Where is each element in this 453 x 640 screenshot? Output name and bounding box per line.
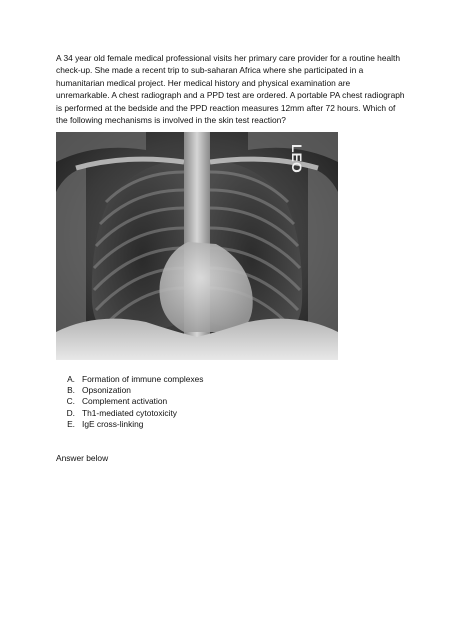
option-letter: D. bbox=[66, 407, 75, 418]
option-text: Formation of immune complexes bbox=[82, 374, 204, 384]
answer-options-list bbox=[56, 374, 203, 430]
option-a[interactable] bbox=[56, 374, 203, 385]
option-letter: B. bbox=[67, 385, 75, 396]
option-text: IgE cross-linking bbox=[82, 418, 144, 429]
option-text: Th1-mediated cytotoxicity bbox=[82, 407, 177, 418]
option-text: Complement activation bbox=[82, 396, 168, 407]
option-letter: C. bbox=[66, 396, 75, 407]
question-text: A 34 year old female medical professional visits her primary care provider for a routine health check-up. She made a recent trip to sub-saharan Africa where she participated in a humanitarian medical project. Her medical history and physical examination are unremarkable. A chest radiograph and a PPD test are ordered. A portable PA chest radiograph is performed at the bedside and the PPD reaction measures 12mm after 72 hours. Which of the following mechanisms is involved in the skin test reaction? bbox=[56, 53, 405, 126]
option-b[interactable] bbox=[56, 385, 203, 396]
chest-xray-image bbox=[56, 132, 338, 360]
option-letter: A. bbox=[67, 374, 75, 384]
option-e[interactable] bbox=[56, 419, 203, 430]
option-text: Opsonization bbox=[82, 385, 131, 396]
option-letter: E. bbox=[67, 418, 75, 429]
option-c[interactable] bbox=[56, 396, 203, 407]
xray-marker-text: LEO bbox=[289, 144, 305, 173]
option-d[interactable] bbox=[56, 408, 203, 419]
answer-label: Answer below bbox=[56, 453, 109, 463]
chest-xray-drawing bbox=[56, 132, 338, 360]
